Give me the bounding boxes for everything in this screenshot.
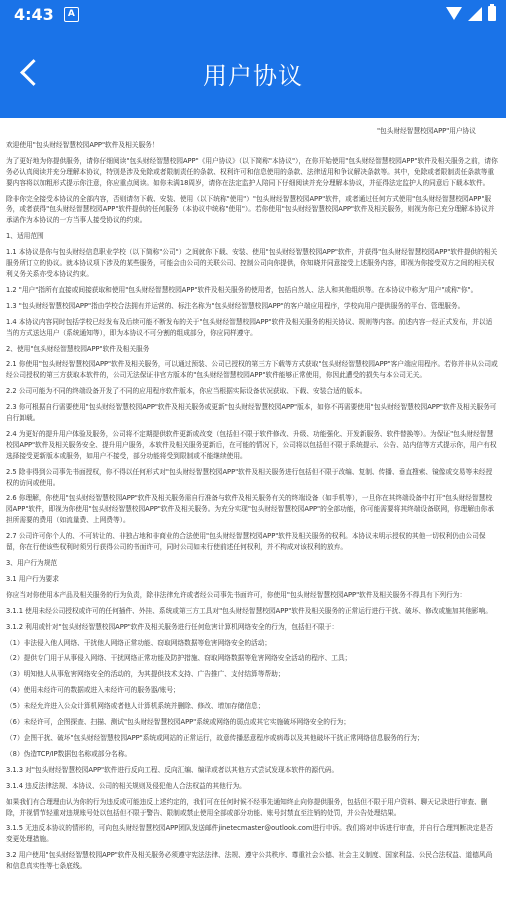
paragraph: （8）伪造TCP/IP数据包名称或部分名称。 (6, 749, 132, 758)
status-bar (0, 0, 506, 28)
paragraph: （6）未经许可，企图探查、扫描、测试"包头财经智慧校园APP"系统或网络的弱点或其它实施破坏网络安全的行为； (6, 718, 351, 727)
signal-icon (468, 7, 482, 21)
agreement-content[interactable] (0, 118, 506, 901)
paragraph: 你应当对你使用本产品及相关服务的行为负责，除非法律允许或者经公司事先书面许可，你使用"包头财经智慧校园APP"软件及相关服务不得具有下列行为： (6, 590, 467, 599)
status-time: 4:43 (14, 4, 54, 24)
paragraph: 1.4 本协议内容同时包括学校已经发布及后续可能不断发布的关于"包头财经智慧校园APP"软件及相关服务的相关协议、规则等内容。前述内容一经正式发布，并以适当的方式送达用户（系统通知等），即为本协议不可分割的组成部分，你应同样遵守。 (6, 317, 493, 337)
paragraph: 2.3 你可根据自行需要使用"包头财经智慧校园APP"软件及相关服务或更新"包头财经智慧校园APP"版本，如你不再需要使用"包头财经智慧校园APP"软件及相关服务可自行卸载。 (6, 403, 497, 423)
paragraph: （7）企图干扰、破坏"包头财经智慧校园APP"系统或网站的正常运行，故意传播恶意程序或病毒以及其他破坏干扰正常网络信息服务的行为； (6, 733, 424, 742)
wifi-icon (446, 7, 462, 20)
paragraph: 欢迎使用"包头财经智慧校园APP"软件及相关服务！ (6, 140, 159, 149)
paragraph: 如果我们有合理理由认为你的行为违反或可能违反上述约定的，我们可在任何时候不经事先通知终止向你提供服务，包括但不限于用户资料、聊天记录进行审查、删除，并视情节轻重对违规账号处以包括但不限于警告、限制或禁止使用全部或部分功能、账号封禁直至注销的处罚，并公告处理结果。 (6, 797, 488, 817)
paragraph: 2.6 你理解，你使用"包头财经智慧校园APP"软件及相关服务需自行准备与软件及相关服务有关的终端设备（如手机等），一旦你在其终端设备中打开"包头财经智慧校园APP"软件，即视为你使用"包头财经智慧校园APP"软件及相关服务。为充分实现"包头财经智慧校园APP"的全部功能，你可能需要将其终端设备联网，你理解由你承担所需要的费用（如流量费、上网费等）。 (6, 494, 494, 525)
paragraph: 3.1.5 无违反本协议的情形的，可向包头财经智慧校园APP团队发送邮件jinetecmaster@outlook.com进行申诉。我们将对申诉进行审查，并自行合理判断决定是否变更处理措施。 (6, 824, 493, 844)
paragraph: 3.1.3 对"包头财经智慧校园APP"软件进行反向工程、反向汇编、编译或者以其他方式尝试发现本软件的源代码。 (6, 765, 339, 774)
page-title: 用户协议 (203, 61, 303, 90)
paragraph: 3、用户行为规范 (6, 559, 58, 567)
paragraph: 3.1.2 利用或针对"包头财经智慧校园APP"软件及相关服务进行任何危害计算机网络安全的行为，包括但不限于： (6, 622, 339, 631)
paragraph: 3.1 用户行为要求 (6, 574, 59, 583)
paragraph: 1.3 "包头财经智慧校园APP"指由学校合法拥有并运营的、标注名称为"包头财经智慧校园APP"的客户端应用程序，学校向用户提供服务的平台、管理服务。 (6, 301, 465, 310)
paragraph: 2.5 除非得到公司事先书面授权，你不得以任何形式对"包头财经智慧校园APP"软件及相关服务进行包括但不限于改编、复制、传播、垂直搜索、镜像或交易等未经授权的访问或使用。 (6, 467, 493, 487)
paragraph: 1.1 本协议是你与包头财经信息职业学校（以下简称"公司"）之间就你下载、安装、使用"包头财经智慧校园APP"软件，并获得"包头财经智慧校园APP"软件提供的相关服务所订立的协议。就本协议项下涉及的某些服务，可能会由公司的关联公司、控制公司向你提供，你知晓并同意接受上述服务内容，即视为你接受双方之间的相关权利义务关系亦受本协议约束。 (6, 248, 498, 278)
paragraph: （2）提供专门用于从事侵入网络、干扰网络正常功能及防护措施、窃取网络数据等危害网络安全活动的程序、工具； (6, 654, 352, 663)
paragraph: （4）使用未经许可的数据或进入未经许可的服务器/账号； (6, 686, 180, 695)
paragraph: （5）未经允许进入公众计算机网络或者他人计算机系统并删除、修改、增加存储信息； (6, 702, 265, 711)
paragraph: 2.2 公司可能为不同的终端设备开发了不同的应用程序软件版本，你应当根据实际设备状况获取、下载、安装合适的版本。 (6, 387, 367, 396)
paragraph: 2.7 公司许可你个人的、不可转让的、非独占地和非商业的合法使用"包头财经智慧校园APP"软件及相关服务的权利。本协议未明示授权的其他一切权利仍由公司保留，你在行使该些权利时须另行获得公司的书面许可，同时公司如未行使前述任何权利，并不构成对该权利的放弃。 (6, 532, 486, 552)
paragraph: 除非你完全接受本协议的全部内容，否则请勿下载、安装、使用（以下统称"使用"）"包头财经智慧校园APP"软件，或者通过任何方式使用"包头财经智慧校园APP"服务，或者获得"包头财经智慧校园APP"软件提供的任何服务（本协议中统称"使用"）。若你使用"包头财经智慧校园APP"软件及相关服务，则视为你已充分理解本协议并承诺作为本协议的一方当事人接受协议的约束。 (6, 194, 495, 225)
paragraph: （3）明知他人从事危害网络安全的活动的，为其提供技术支持、广告推广、支付结算等帮助； (6, 670, 285, 679)
paragraph: 2.1 你使用"包头财经智慧校园APP"软件及相关服务，可以通过预装、公司已授权的第三方下载等方式获取"包头财经智慧校园APP"客户端应用程序。若你并非从公司或经公司授权的第三方获取本软件的，公司无法保证非官方版本的"包头财经智慧校园APP"软件能够正常使用，你因此遭受的损失与本公司无关。 (6, 360, 498, 380)
back-arrow-icon[interactable] (18, 56, 44, 90)
paragraph: 3.1.4 违反法律法规、本协议、公司的相关规则及侵犯他人合法权益的其他行为。 (6, 781, 246, 790)
paragraph-list (6, 140, 498, 872)
paragraph: 1.2 "用户"指所有直接或间接获取和使用"包头财经智慧校园APP"软件及相关服务的使用者，包括自然人、法人和其他组织等。在本协议中称为"用户"或称"你"。 (6, 285, 478, 294)
paragraph: 2.4 为更好的提升用户体验及服务，公司将不定期提供软件更新或改变（包括但不限于软件修改、升级、功能强化、开发新服务、软件替换等）。为保证"包头财经智慧校园APP"软件及相关服务安全、提升用户服务，本软件及相关服务更新后，在可能的情况下，公司将以包括但不限于系统提示、公告、站内信等方式提示你，用户有权选择接受更新版本或服务，如用户不接受，部分功能将受到限制或不能继续使用。 (6, 429, 497, 460)
paragraph: 2、使用"包头财经智慧校园APP"软件及相关服务 (6, 344, 150, 353)
paragraph: 3.2 用户使用"包头财经智慧校园APP"软件及相关服务必须遵守宪法法律、法规、遵守公共秩序、尊重社会公德、社会主义制度、国家利益、公民合法权益、道德风尚和信息真实性等七条底线。 (6, 851, 493, 871)
battery-icon (488, 6, 496, 21)
notification-icon: A (64, 7, 79, 22)
document-title: "包头财经智慧校园APP"用户协议 (376, 127, 476, 135)
paragraph: 3.1.1 使用未经公司授权或许可的任何插件、外挂、系统或第三方工具对"包头财经智慧校园APP"软件及相关服务的正常运行进行干扰、破坏、修改或施加其他影响。 (6, 606, 492, 615)
paragraph: （1）非法侵入他人网络、干扰他人网络正常功能、窃取网络数据等危害网络安全的活动； (6, 638, 272, 647)
paragraph: 为了更好地为你提供服务，请你仔细阅读"包头财经智慧校园APP"《用户协议》（以下简称"本协议"），在你开始使用"包头财经智慧校园APP"软件及相关服务之前，请你务必认真阅读并充分理解本协议，特别是涉及免除或者限制责任的条款、权利许可和信息使用的条款、法律适用和争议解决条款等。其中，免除或者限制责任条款等重要内容将以加粗形式提示你注意，你应重点阅读。如你未满18周岁，请你在法定监护人陪同下仔细阅读并充分理解本协议，并征得法定监护人的同意后下载本软件。 (6, 156, 498, 187)
app-bar (0, 28, 506, 118)
paragraph: 1、适用范围 (6, 232, 44, 241)
status-icons (446, 6, 496, 21)
